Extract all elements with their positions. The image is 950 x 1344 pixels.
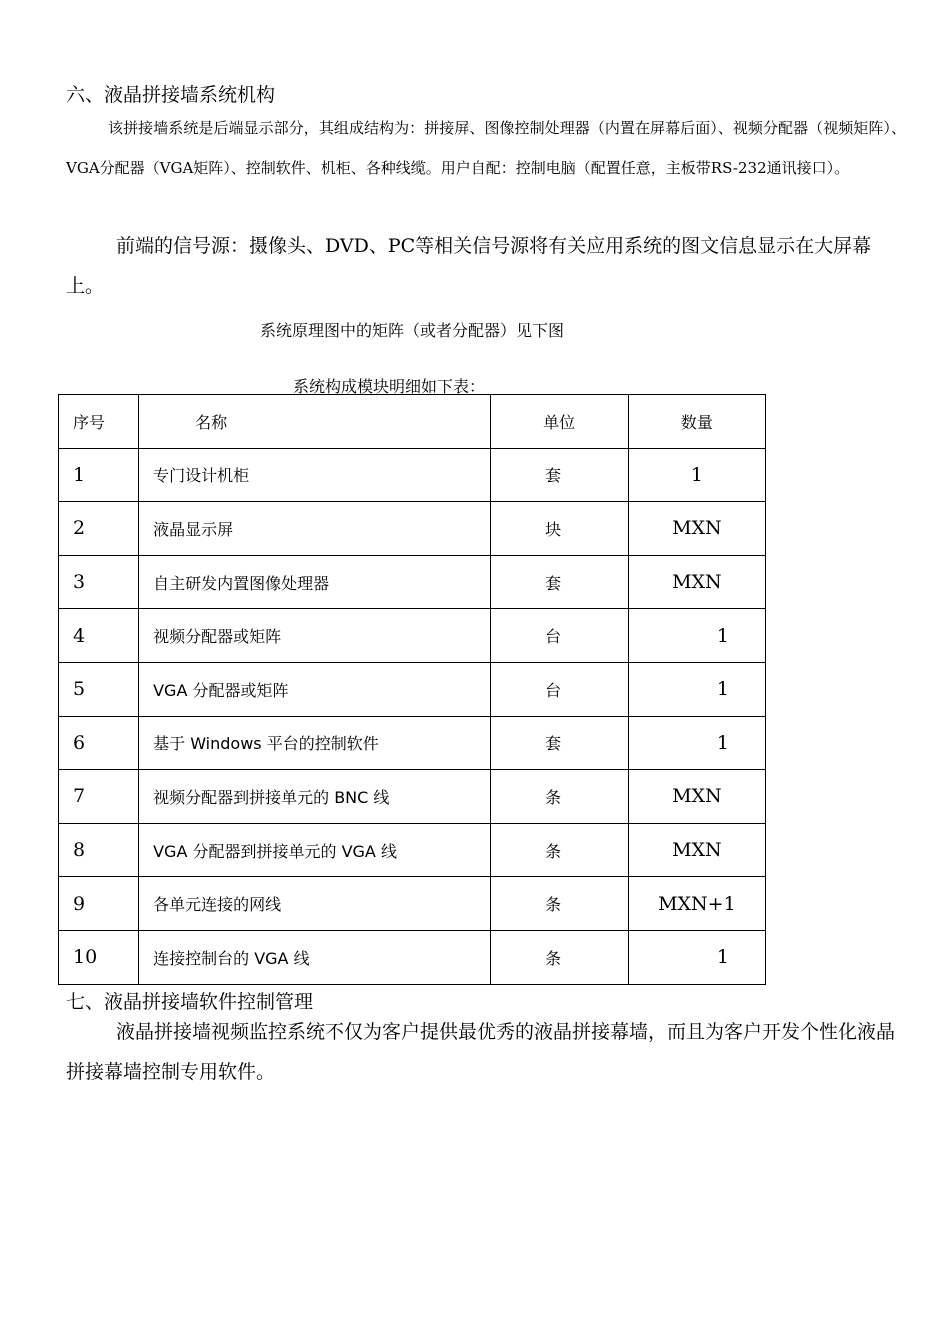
section-7-paragraph-text: 液晶拼接墙视频监控系统不仅为客户提供最优秀的液晶拼接幕墙，而且为客户开发个性化液晶拼接幕墙控制专用软件。 [66, 1021, 896, 1083]
row-quantity: 1 [628, 609, 765, 663]
table-row [59, 662, 766, 716]
table-row [59, 823, 766, 877]
row-index: 8 [59, 823, 139, 877]
table-row [59, 930, 766, 984]
row-name: 连接控制台的 VGA 线 [139, 930, 490, 984]
section-6-paragraph-2 [66, 226, 906, 306]
header-unit: 单位 [490, 395, 628, 449]
table-header-row [59, 395, 766, 449]
row-quantity: 1 [628, 448, 765, 502]
section-6-heading: 六、液晶拼接墙系统机构 [66, 84, 276, 106]
row-unit: 套 [490, 448, 628, 502]
row-name: VGA 分配器到拼接单元的 VGA 线 [139, 823, 490, 877]
row-quantity: 1 [628, 930, 765, 984]
row-index: 4 [59, 609, 139, 663]
row-quantity: MXN [628, 823, 765, 877]
table-row [59, 877, 766, 931]
table-row [59, 555, 766, 609]
row-unit: 台 [490, 662, 628, 716]
header-index: 序号 [59, 395, 139, 449]
row-name: 各单元连接的网线 [139, 877, 490, 931]
row-name: VGA 分配器或矩阵 [139, 662, 490, 716]
header-name: 名称 [139, 395, 490, 449]
row-name: 自主研发内置图像处理器 [139, 555, 490, 609]
row-unit: 套 [490, 555, 628, 609]
row-quantity: MXN [628, 502, 765, 556]
section-7-paragraph [66, 1012, 906, 1092]
row-unit: 套 [490, 716, 628, 770]
row-quantity: MXN [628, 770, 765, 824]
table-row [59, 770, 766, 824]
row-name: 液晶显示屏 [139, 502, 490, 556]
row-quantity: 1 [628, 662, 765, 716]
row-name: 基于 Windows 平台的控制软件 [139, 716, 490, 770]
row-unit: 台 [490, 609, 628, 663]
row-index: 1 [59, 448, 139, 502]
table-row [59, 448, 766, 502]
section-6-paragraph-1 [66, 108, 906, 188]
module-table [58, 394, 766, 985]
row-unit: 条 [490, 930, 628, 984]
row-unit: 块 [490, 502, 628, 556]
row-name: 专门设计机柜 [139, 448, 490, 502]
row-index: 3 [59, 555, 139, 609]
table-row [59, 502, 766, 556]
table-caption: 系统构成模块明细如下表： [293, 377, 486, 396]
row-index: 6 [59, 716, 139, 770]
paragraph-1-text: 该拼接墙系统是后端显示部分，其组成结构为：拼接屏、图像控制处理器（内置在屏幕后面）、视频分配器（视频矩阵）、VGA分配器（VGA矩阵）、控制软件、机柜、各种线缆。用户自配：控制电脑（配置任意，主板带RS-232通讯接口）。 [66, 119, 906, 177]
row-index: 5 [59, 662, 139, 716]
row-name: 视频分配器到拼接单元的 BNC 线 [139, 770, 490, 824]
row-unit: 条 [490, 823, 628, 877]
matrix-caption: 系统原理图中的矩阵（或者分配器）见下图 [260, 321, 565, 340]
row-index: 10 [59, 930, 139, 984]
section-7-heading: 七、液晶拼接墙软件控制管理 [66, 991, 314, 1013]
row-index: 2 [59, 502, 139, 556]
table-row [59, 716, 766, 770]
paragraph-2-text: 前端的信号源：摄像头、DVD、PC等相关信号源将有关应用系统的图文信息显示在大屏幕上。 [66, 235, 872, 297]
row-name: 视频分配器或矩阵 [139, 609, 490, 663]
row-quantity: MXN [628, 555, 765, 609]
row-index: 7 [59, 770, 139, 824]
row-unit: 条 [490, 877, 628, 931]
header-quantity: 数量 [628, 395, 765, 449]
row-quantity: 1 [628, 716, 765, 770]
row-unit: 条 [490, 770, 628, 824]
row-quantity: MXN+1 [628, 877, 765, 931]
table-row [59, 609, 766, 663]
row-index: 9 [59, 877, 139, 931]
